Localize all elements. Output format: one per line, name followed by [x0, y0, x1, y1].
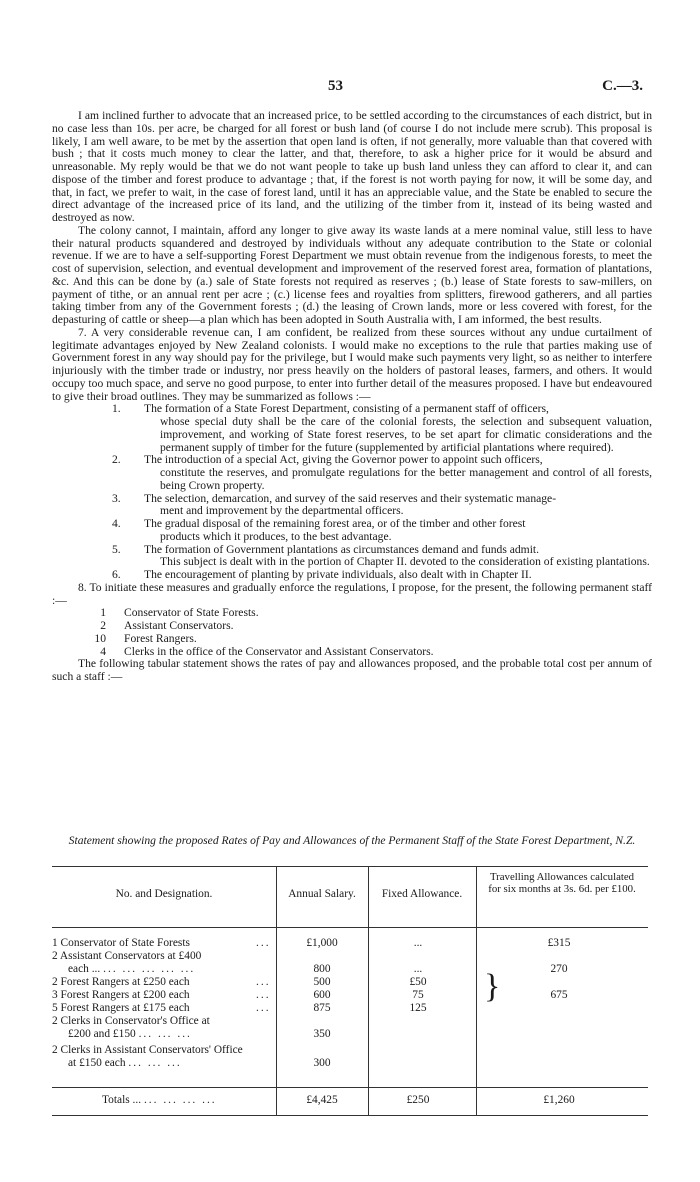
row-salary: 875	[313, 1002, 331, 1014]
list-item-text-cont: whose special duty shall be the care of the colonial forests, the selection and subsequent valuation, improvement, and working of State forest reserves, to be set apart for climatic considerations and the permanent supply of timber for the future (supplemented by artificial plantations where required).	[160, 415, 652, 454]
list-item	[52, 493, 652, 519]
totals-salary: £4,425	[306, 1094, 338, 1106]
list-item-number: 6.	[112, 568, 121, 581]
list-item	[52, 633, 652, 646]
row-salary: 350	[313, 1028, 331, 1040]
row-designation: 2 Assistant Conservators at £400	[52, 950, 202, 962]
row-travel: 675	[550, 989, 568, 1001]
list-item-number: 1.	[112, 402, 121, 416]
row-designation: 2 Forest Rangers at £250 each	[52, 976, 190, 988]
list-item-number: 2.	[112, 453, 121, 467]
list-item	[52, 646, 652, 659]
totals-travel: £1,260	[543, 1094, 575, 1106]
paragraph-price-proposal: I am inclined further to advocate that an increased price, to be settled according to the circumstances of each district, but in no case less than 10s. per acre, be charged for all forest or bush land (of course I do not include mere scrub). This proposal is likely, I am well aware, to be met by the assertion that open land is often, if not generally, more valuable than that covered with bush ; that it costs much money to clear the latter, and that, therefore, to ask a higher price for it would be absurd and unreasonable. My reply would be that we do not want people to take up bush land unless they can afford to clear it, and can dispose of the timber and forest produce to advantage ; that, if the forest is not worth paying for now, it will be some day, and that, in fact, we prefer to wait, in the case of forest land, until it has an appreciable value, and the State be enabled to secure the direct advantage of the increased price of its land, and the utilizing of the timber from it, instead of its being wasted and destroyed as now.	[52, 109, 652, 224]
list-item	[52, 454, 652, 492]
table-header-rule	[52, 927, 648, 928]
list-item-text: The formation of Government plantations as circumstances demand and funds admit.	[144, 542, 540, 556]
list-item	[52, 569, 652, 582]
page-header	[0, 78, 700, 98]
list-item	[52, 544, 652, 570]
list-item-text: The gradual disposal of the remaining forest area, or of the timber and other forest	[144, 517, 526, 530]
row-travel: 270	[550, 963, 568, 975]
totals-label: Totals ...	[102, 1094, 142, 1106]
list-item-text-cont: This subject is dealt with in the portion of Chapter II. devoted to the consideration of existing plantations.	[160, 555, 650, 569]
list-item-text: The selection, demarcation, and survey of the said reserves and their systematic manage-	[144, 491, 557, 505]
dot-leader: ...	[256, 989, 271, 1001]
staff-count: 2	[100, 619, 106, 632]
list-item-number: 3.	[112, 491, 121, 505]
row-travel: £315	[547, 937, 571, 949]
staff-designation: Conservator of State Forests.	[124, 606, 259, 620]
totals-allowance: £250	[406, 1094, 430, 1106]
row-allowance: 75	[412, 989, 424, 1001]
list-item-text-cont: constitute the reserves, and promulgate regulations for the better management and control of all forests, being Crown property.	[160, 466, 652, 492]
list-item-number: 4.	[112, 517, 121, 530]
list-item-text-cont: ment and improvement by the departmental officers.	[160, 504, 404, 518]
column-header-salary: Annual Salary.	[288, 888, 356, 900]
column-header-allowance: Fixed Allowance.	[381, 888, 463, 900]
body-text	[52, 110, 652, 684]
group-brace: }	[484, 968, 501, 1005]
list-item-text: The encouragement of planting by private individuals, also dealt with in Chapter II.	[144, 568, 532, 581]
list-item-number: 5.	[112, 542, 121, 556]
dot-leader: ...	[256, 937, 271, 949]
column-header-travelling: Travelling Allowances calculated for six months at 3s. 6d. per £100.	[488, 871, 636, 895]
column-divider	[476, 866, 477, 1115]
staff-count: 4	[100, 644, 106, 658]
row-allowance: £50	[409, 976, 427, 988]
table-bottom-rule	[52, 1115, 648, 1116]
row-designation: 2 Clerks in Assistant Conservators' Office	[52, 1044, 243, 1056]
page-number: 53	[328, 78, 343, 94]
dot-leader: ... ... ...	[138, 1028, 192, 1040]
dot-leader: ... ... ... ... ...	[103, 963, 196, 975]
dot-leader: ...	[256, 1002, 271, 1014]
table-top-rule	[52, 866, 648, 867]
row-designation: 1 Conservator of State Forests	[52, 937, 190, 949]
staff-count: 1	[100, 606, 106, 620]
row-designation: 5 Forest Rangers at £175 each	[52, 1002, 190, 1014]
staff-designation: Assistant Conservators.	[124, 619, 234, 632]
table-totals-rule	[52, 1087, 648, 1088]
measures-list	[52, 403, 652, 582]
column-divider	[276, 866, 277, 1115]
paragraph-7: 7. A very considerable revenue can, I am confident, be realized from these sources without any undue curtailment of legitimate advantages enjoyed by New Zealand colonists. I would make no exceptions to the rule that parties making use of Government forest in any way should pay for the privilege, but I would make such payments very light, so as neither to interfere injuriously with the timber trade or industry, nor press heavily on the holders of pastoral leases, farmers, and others. It would occupy too much space, and serve no good purpose, to enter into further detail of the measures proposed. I have but endeavoured to give their broad outlines. They may be summarized as follows :—	[52, 325, 652, 403]
staff-designation: Forest Rangers.	[124, 631, 197, 645]
row-designation: 3 Forest Rangers at £200 each	[52, 989, 190, 1001]
row-designation: 2 Clerks in Conservator's Office at	[52, 1015, 210, 1027]
paragraph-tabular-intro: The following tabular statement shows the rates of pay and allowances proposed, and the probable total cost per annum of such a staff :—	[52, 657, 652, 683]
paragraph-8: 8. To initiate these measures and gradually enforce the regulations, I propose, for the present, the following permanent staff :—	[52, 580, 652, 607]
column-divider	[368, 866, 369, 1115]
row-allowance: 125	[409, 1002, 427, 1014]
row-designation-cont: each ...	[68, 963, 101, 975]
table-caption: Statement showing the proposed Rates of Pay and Allowances of the Permanent Staff of the State Forest Department, N.Z.	[68, 834, 636, 847]
list-item	[52, 518, 652, 544]
staff-designation: Clerks in the office of the Conservator and Assistant Conservators.	[124, 644, 434, 658]
list-item-text-cont: products which it produces, to the best advantage.	[160, 529, 392, 543]
row-designation-cont: at £150 each	[68, 1057, 126, 1069]
row-salary: 600	[313, 989, 331, 1001]
row-salary: £1,000	[306, 937, 338, 949]
dot-leader: ... ... ... ...	[143, 1094, 217, 1106]
paragraph-revenue: The colony cannot, I maintain, afford any longer to give away its waste lands at a mere nominal value, still less to have their natural products squandered and destroyed by individuals without any adequate contribution to the State or colonial revenue. If we are to have a self-supporting Forest Department we must obtain revenue from the indigenous forests, to meet the cost of supervision, selection, and eventual development and improvement of the reserved forest area, formation of plantations, &c. And this can be done by (a.) sale of State forests not required as reserves ; (b.) lease of State forests to saw-millers, on payment of tithe, or an annual rent per acre ; (c.) license fees and royalties from splitters, firewood gatherers, and all parties taking timber from any of the Government forests ; (d.) the leasing of Crown lands, more or less covered with forest, for the depasturing of cattle or sheep—a plan which has been adopted in South Australia with, I am informed, the best results.	[52, 223, 652, 326]
row-salary: 800	[313, 963, 331, 975]
list-item	[52, 620, 652, 633]
list-item-text: The formation of a State Forest Department, consisting of a permanent staff of officers,	[144, 402, 549, 416]
row-allowance: ...	[413, 963, 423, 975]
row-salary: 300	[313, 1057, 331, 1069]
dot-leader: ... ... ...	[128, 1057, 182, 1069]
staff-count: 10	[94, 631, 106, 645]
dot-leader: ...	[256, 976, 271, 988]
column-header-designation: No. and Designation.	[115, 888, 213, 900]
staff-list	[52, 607, 652, 658]
row-designation-cont: £200 and £150	[68, 1028, 136, 1040]
list-item	[52, 403, 652, 454]
series-code: C.—3.	[602, 78, 643, 94]
row-salary: 500	[313, 976, 331, 988]
row-allowance: ...	[413, 937, 423, 949]
list-item-text: The introduction of a special Act, giving the Governor power to appoint such officers,	[144, 453, 543, 467]
